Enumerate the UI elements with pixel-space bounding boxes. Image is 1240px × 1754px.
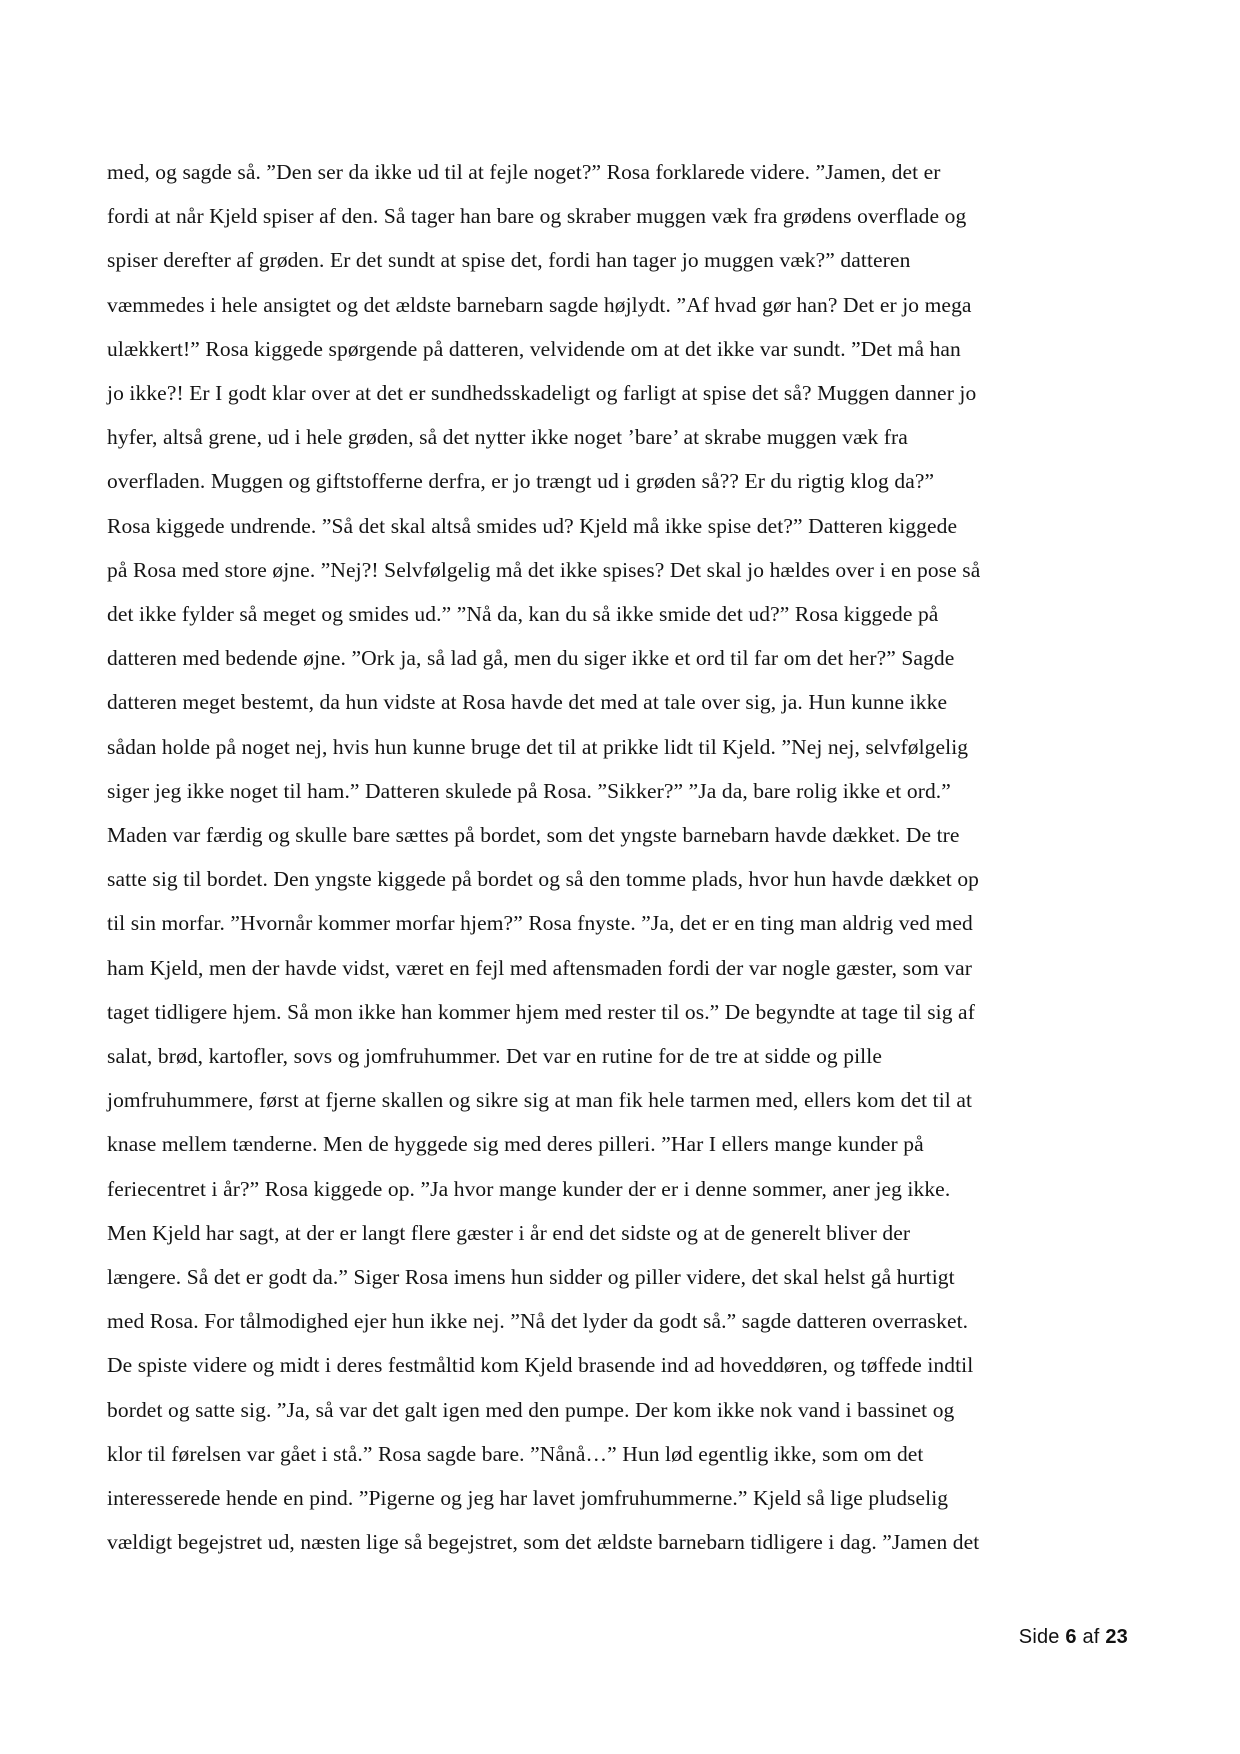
text-line: Rosa kiggede undrende. ”Så det skal altså smides ud? Kjeld må ikke spise det?” Datteren kiggede [107, 513, 958, 538]
text-line: med Rosa. For tålmodighed ejer hun ikke nej. ”Nå det lyder da godt så.” sagde datteren overrasket. [107, 1309, 969, 1334]
text-line: til sin morfar. ”Hvornår kommer morfar hjem?” Rosa fnyste. ”Ja, det er en ting man aldrig ved med [107, 911, 973, 936]
text-line: datteren meget bestemt, da hun vidste at Rosa havde det med at tale over sig, ja. Hun kunne ikke [107, 690, 948, 715]
text-line: væmmedes i hele ansigtet og det ældste barnebarn sagde højlydt. ”Af hvad gør han? Det er jo mega [107, 292, 972, 317]
text-line: knase mellem tænderne. Men de hyggede sig med deres pilleri. ”Har I ellers mange kunder på [107, 1132, 924, 1157]
text-line: feriecentret i år?” Rosa kiggede op. ”Ja hvor mange kunder der er i denne sommer, aner jeg ikke. [107, 1176, 951, 1201]
text-line: på Rosa med store øjne. ”Nej?! Selvfølgelig må det ikke spises? Det skal jo hældes over i en pose så [107, 557, 981, 582]
text-line: jomfruhummere, først at fjerne skallen og sikre sig at man fik hele tarmen med, ellers kom det til at [107, 1088, 973, 1113]
text-line: satte sig til bordet. Den yngste kiggede på bordet og så den tomme plads, hvor hun havde dækket op [107, 867, 980, 892]
text-line: salat, brød, kartofler, sovs og jomfruhummer. Det var en rutine for de tre at sidde og pille [107, 1044, 882, 1069]
text-line: det ikke fylder så meget og smides ud.” ”Nå da, kan du så ikke smide det ud?” Rosa kiggede på [107, 602, 939, 627]
text-line: ulækkert!” Rosa kiggede spørgende på datteren, velvidende om at det ikke var sundt. ”Det må han [107, 336, 961, 361]
text-line: bordet og satte sig. ”Ja, så var det galt igen med den pumpe. Der kom ikke nok vand i bassinet og [107, 1397, 955, 1422]
text-line: De spiste videre og midt i deres festmåltid kom Kjeld brasende ind ad hoveddøren, og tøffede indtil [107, 1353, 974, 1378]
text-line: vældigt begejstret ud, næsten lige så begejstret, som det ældste barnebarn tidligere i dag. ”Jamen det [107, 1530, 980, 1555]
text-line: interesserede hende en pind. ”Pigerne og jeg har lavet jomfruhummerne.” Kjeld så lige pludselig [107, 1486, 949, 1511]
text-line: Maden var færdig og skulle bare sættes på bordet, som det yngste barnebarn havde dækket. De tre [107, 823, 960, 848]
text-line: datteren med bedende øjne. ”Ork ja, så lad gå, men du siger ikke et ord til far om det her?” Sagde [107, 646, 955, 671]
text-line: siger jeg ikke noget til ham.” Datteren skulede på Rosa. ”Sikker?” ”Ja da, bare rolig ikke et ord.” [107, 778, 951, 803]
footer-label-side: Side [1018, 1626, 1060, 1648]
text-line: hyfer, altså grene, ud i hele grøden, så det nytter ikke noget ’bare’ at skrabe muggen væk fra [107, 425, 908, 450]
text-line: ham Kjeld, men der havde vidst, været en fejl med aftensmaden fordi der var nogle gæster, som var [107, 955, 972, 980]
footer-total-pages: 23 [1105, 1626, 1128, 1648]
text-line: fordi at når Kjeld spiser af den. Så tager han bare og skraber muggen væk fra grødens overflade og [107, 204, 967, 229]
text-line: taget tidligere hjem. Så mon ikke han kommer hjem med rester til os.” De begyndte at tage til sig af [107, 999, 975, 1024]
text-line: med, og sagde så. ”Den ser da ikke ud til at fejle noget?” Rosa forklarede videre. ”Jamen, det er [107, 160, 941, 184]
text-line: overfladen. Muggen og giftstofferne derfra, er jo trængt ud i grøden så?? Er du rigtig klog da?” [107, 469, 935, 494]
text-line: spiser derefter af grøden. Er det sundt at spise det, fordi han tager jo muggen væk?” datteren [107, 248, 911, 273]
text-line: Men Kjeld har sagt, at der er langt flere gæster i år end det sidste og at de generelt bliver der [107, 1220, 911, 1245]
text-line: længere. Så det er godt da.” Siger Rosa imens hun sidder og piller videre, det skal helst gå hurtigt [107, 1265, 955, 1290]
body-text [107, 150, 1142, 1565]
footer-page-number: 6 [1065, 1626, 1077, 1648]
text-line: jo ikke?! Er I godt klar over at det er sundhedsskadeligt og farligt at spise det så? Muggen danner jo [107, 381, 977, 406]
text-line: klor til førelsen var gået i stå.” Rosa sagde bare. ”Nånå…” Hun lød egentlig ikke, som om det [107, 1441, 924, 1466]
text-line: sådan holde på noget nej, hvis hun kunne bruge det til at prikke lidt til Kjeld. ”Nej nej, selvfølgelig [107, 734, 969, 759]
page-footer [1019, 1626, 1128, 1649]
footer-label-af: af [1082, 1626, 1100, 1648]
